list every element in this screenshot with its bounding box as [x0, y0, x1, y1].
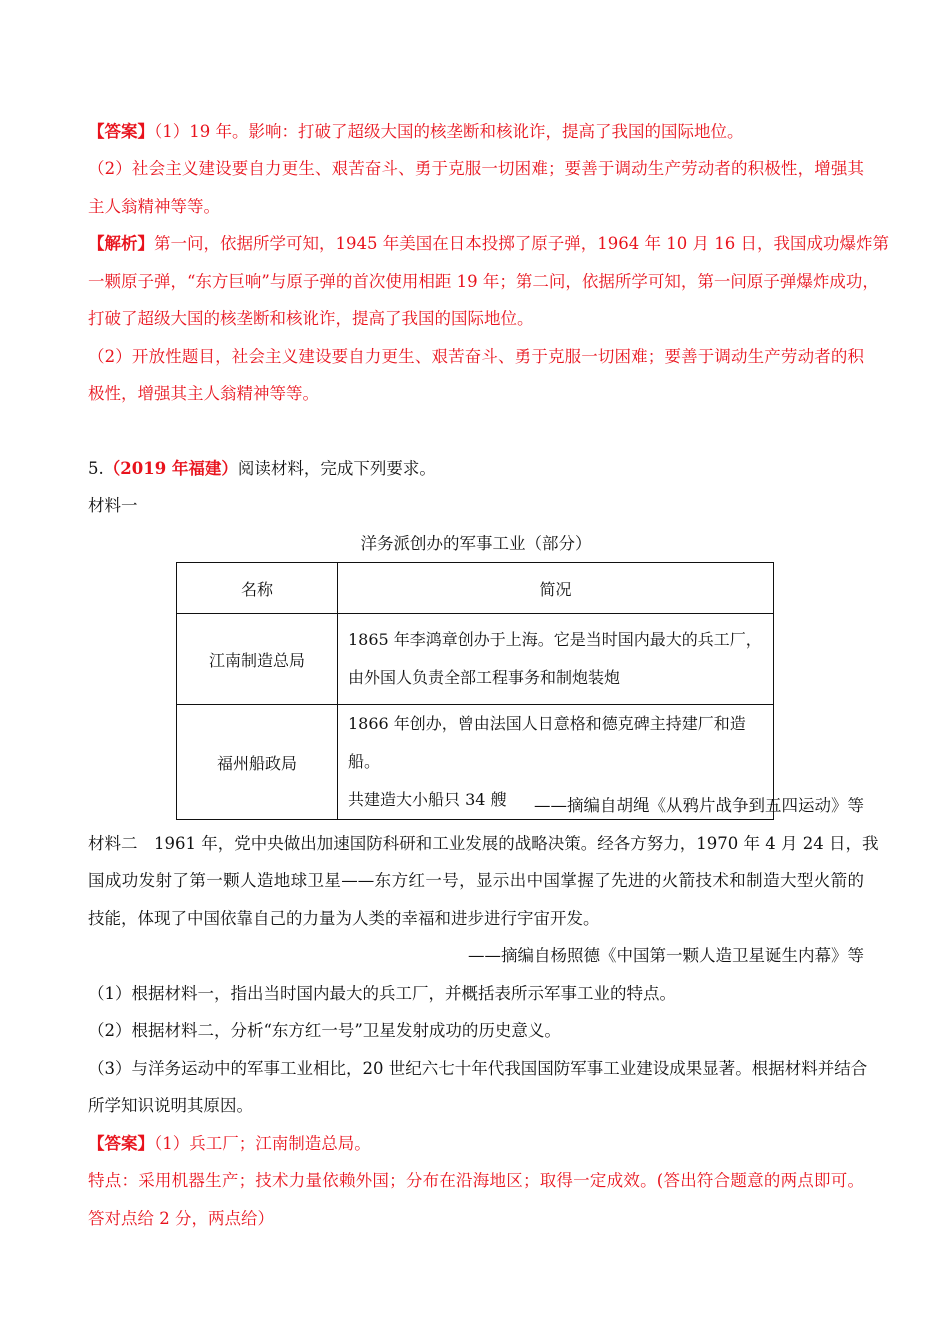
military-industry-table — [176, 562, 774, 820]
question5-part3-line1: （3）与洋务运动中的军事工业相比，20 世纪六七十年代我国国防军事工业建设成果显著。根据材料并结合 — [88, 1059, 868, 1078]
material2-line2: 国成功发射了第一颗人造地球卫星——东方红一号，显示出中国掌握了先进的火箭技术和制造大型火箭的 — [88, 871, 864, 890]
material2-line3: 技能，体现了中国依靠自己的力量为人类的幸福和进步进行宇宙开发。 — [88, 909, 600, 928]
analysis4-line5: 极性，增强其主人翁精神等等。 — [88, 384, 319, 403]
answer4-line1: 【答案】（1）19 年。影响：打破了超级大国的核垄断和核讹诈，提高了我国的国际地位。 — [88, 122, 744, 141]
table-row — [177, 614, 774, 705]
table-cell-desc: 1866 年创办，曾由法国人日意格和德克碑主持建厂和造船。 共建造大小船只 34 艘 — [338, 705, 774, 820]
analysis4-line4: （2）开放性题目，社会主义建设要自力更生、艰苦奋斗、勇于克服一切困难；要善于调动生产劳动者的积 — [88, 347, 864, 366]
table-cell-name: 江南制造总局 — [177, 614, 338, 705]
answer4-line3: 主人翁精神等等。 — [88, 197, 220, 216]
analysis4-line1: 【解析】第一问，依据所学可知，1945 年美国在日本投掷了原子弹，1964 年 10 月 16 日，我国成功爆炸第 — [88, 234, 889, 253]
question5-part3-line2: 所学知识说明其原因。 — [88, 1096, 253, 1115]
material2-line1: 材料二 1961 年，党中央做出加速国防科研和工业发展的战略决策。经各方努力，1970 年 4 月 24 日，我 — [88, 834, 879, 853]
question-number: 5. — [88, 459, 104, 478]
answer5-line1: 【答案】（1）兵工厂；江南制造总局。 — [88, 1134, 371, 1153]
analysis-label: 【解析】 — [88, 234, 154, 253]
answer-label: 【答案】 — [88, 1134, 154, 1153]
table-cell-desc: 1865 年李鸿章创办于上海。它是当时国内最大的兵工厂， 由外国人负责全部工程事务和制炮装炮 — [338, 614, 774, 705]
table-cell-name: 福州船政局 — [177, 705, 338, 820]
question-prompt: 阅读材料，完成下列要求。 — [237, 459, 436, 478]
material1-label: 材料一 — [88, 496, 138, 515]
material1-source: ——摘编自胡绳《从鸦片战争到五四运动》等 — [534, 796, 864, 815]
table-header-row — [177, 563, 774, 614]
analysis4-line2: 一颗原子弹，“东方巨响”与原子弹的首次使用相距 19 年；第二问，依据所学可知，第一问原子弹爆炸成功， — [88, 272, 879, 291]
question5-heading — [88, 457, 864, 481]
table-header-name: 名称 — [177, 563, 338, 614]
answer5-line2: 特点：采用机器生产；技术力量依赖外国；分布在沿海地区；取得一定成效。(答出符合题意的两点即可。 — [88, 1171, 864, 1190]
question5-part1: （1）根据材料一，指出当时国内最大的兵工厂，并概括表所示军事工业的特点。 — [88, 984, 676, 1003]
question5-part2: （2）根据材料二，分析“东方红一号”卫星发射成功的历史意义。 — [88, 1021, 561, 1040]
answer5-line3: 答对点给 2 分，两点给） — [88, 1209, 274, 1228]
answer-label: 【答案】 — [88, 122, 154, 141]
table-title: 洋务派创办的军事工业（部分） — [360, 534, 592, 553]
analysis4-line3: 打破了超级大国的核垄断和核讹诈，提高了我国的国际地位。 — [88, 309, 534, 328]
answer4-line2: （2）社会主义建设要自力更生、艰苦奋斗、勇于克服一切困难；要善于调动生产劳动者的积极性，增强其 — [88, 159, 864, 178]
material2-source: ——摘编自杨照德《中国第一颗人造卫星诞生内幕》等 — [468, 946, 864, 965]
question-source: （2019 年福建） — [103, 459, 238, 478]
table-header-desc: 简况 — [338, 563, 774, 614]
